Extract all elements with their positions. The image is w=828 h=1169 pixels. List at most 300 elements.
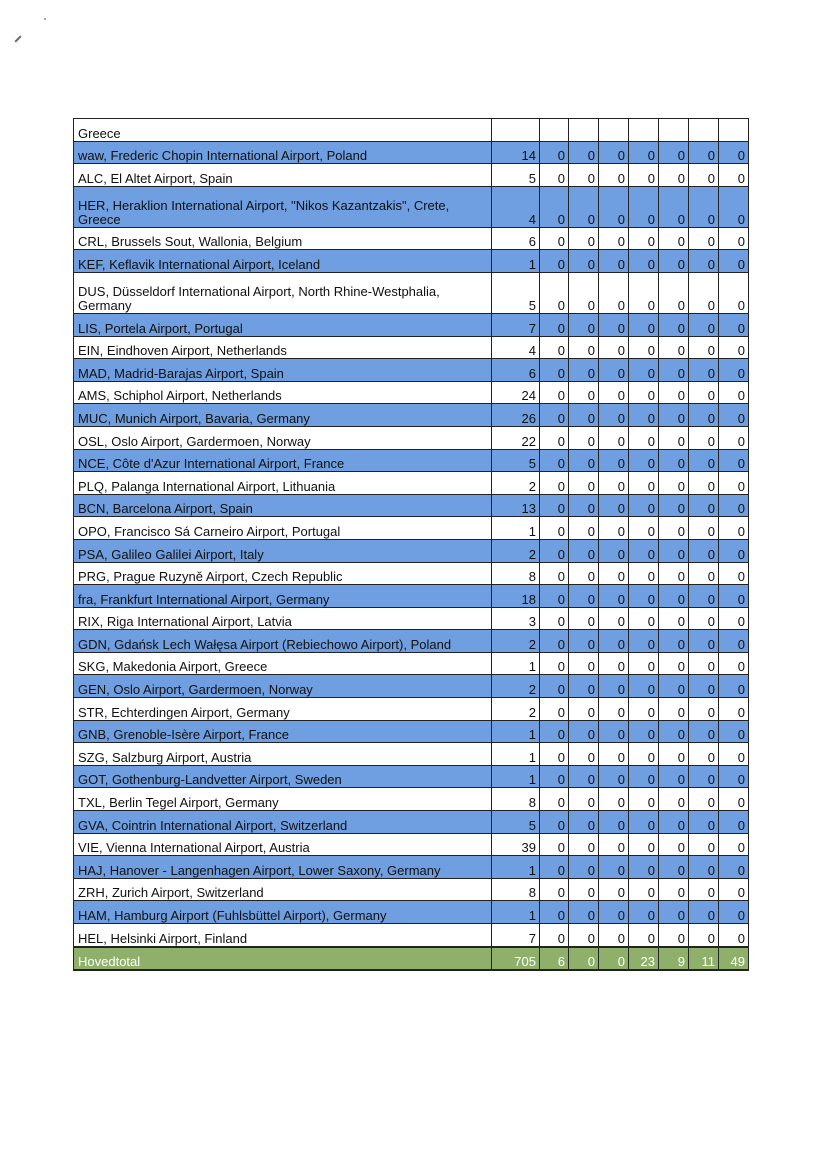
value-cell: 0: [689, 833, 719, 856]
value-cell: 0: [569, 272, 599, 313]
value-cell: 0: [540, 811, 569, 834]
value-cell: 0: [599, 539, 629, 562]
table-row: [74, 250, 749, 273]
value-cell: 0: [629, 381, 659, 404]
value-cell: 0: [629, 607, 659, 630]
value-cell: 0: [599, 720, 629, 743]
value-cell: 0: [689, 788, 719, 811]
table-row: [74, 675, 749, 698]
table-row: [74, 698, 749, 721]
value-cell: 0: [540, 765, 569, 788]
airport-name-cell: HEL, Helsinki Airport, Finland: [74, 924, 492, 947]
value-cell: 0: [659, 164, 689, 187]
value-cell: 0: [540, 227, 569, 250]
value-cell: 0: [540, 404, 569, 427]
value-cell: 0: [719, 141, 749, 164]
value-cell: 0: [629, 250, 659, 273]
value-cell: 0: [599, 494, 629, 517]
value-cell: 0: [599, 743, 629, 766]
value-cell: 0: [629, 652, 659, 675]
value-cell: 0: [599, 833, 629, 856]
table-row: [74, 404, 749, 427]
value-cell: 0: [569, 585, 599, 608]
airport-name-cell: AMS, Schiphol Airport, Netherlands: [74, 381, 492, 404]
value-cell: 0: [629, 517, 659, 540]
value-cell: 0: [599, 856, 629, 879]
value-cell: 0: [540, 901, 569, 924]
value-cell: 0: [659, 313, 689, 336]
value-cell: 0: [629, 404, 659, 427]
value-cell: 1: [492, 856, 540, 879]
value-cell: 0: [540, 313, 569, 336]
value-cell: 1: [492, 652, 540, 675]
value-cell: 0: [569, 227, 599, 250]
value-cell: 0: [719, 856, 749, 879]
value-cell: 2: [492, 472, 540, 495]
value-cell: 0: [719, 562, 749, 585]
value-cell: 0: [629, 141, 659, 164]
value-cell: 0: [689, 607, 719, 630]
table-row: [74, 788, 749, 811]
value-cell: 0: [569, 426, 599, 449]
value-cell: 0: [659, 359, 689, 382]
airport-name-cell: HAM, Hamburg Airport (Fuhlsbüttel Airport), Germany: [74, 901, 492, 924]
value-cell: 0: [569, 743, 599, 766]
value-cell: 0: [659, 878, 689, 901]
value-cell: 0: [569, 494, 599, 517]
value-cell: 0: [689, 765, 719, 788]
value-cell: 0: [540, 675, 569, 698]
value-cell: 24: [492, 381, 540, 404]
table-row: [74, 562, 749, 585]
value-cell: 0: [719, 833, 749, 856]
value-cell: 0: [659, 472, 689, 495]
value-cell: 2: [492, 698, 540, 721]
value-cell: 0: [689, 585, 719, 608]
value-cell: [629, 119, 659, 142]
airport-name-cell: MAD, Madrid-Barajas Airport, Spain: [74, 359, 492, 382]
value-cell: 0: [719, 272, 749, 313]
value-cell: 0: [599, 924, 629, 947]
value-cell: [689, 119, 719, 142]
value-cell: 0: [719, 743, 749, 766]
value-cell: 0: [719, 227, 749, 250]
value-cell: 2: [492, 675, 540, 698]
value-cell: 0: [689, 227, 719, 250]
value-cell: 0: [540, 336, 569, 359]
value-cell: 0: [659, 630, 689, 653]
value-cell: 0: [540, 720, 569, 743]
airport-name-cell: PLQ, Palanga International Airport, Lithuania: [74, 472, 492, 495]
value-cell: 0: [599, 878, 629, 901]
value-cell: 0: [540, 630, 569, 653]
value-cell: 0: [659, 381, 689, 404]
table-row: [74, 141, 749, 164]
value-cell: 0: [540, 250, 569, 273]
value-cell: 0: [599, 562, 629, 585]
value-cell: 0: [599, 404, 629, 427]
value-cell: 0: [599, 381, 629, 404]
value-cell: 1: [492, 517, 540, 540]
value-cell: 39: [492, 833, 540, 856]
value-cell: 0: [689, 811, 719, 834]
value-cell: 5: [492, 811, 540, 834]
table-row: [74, 878, 749, 901]
value-cell: 0: [689, 472, 719, 495]
airport-name-cell: fra, Frankfurt International Airport, Germany: [74, 585, 492, 608]
value-cell: 0: [569, 186, 599, 227]
value-cell: 0: [599, 426, 629, 449]
table-row: [74, 743, 749, 766]
value-cell: [540, 119, 569, 142]
airport-name-cell: HAJ, Hanover - Langenhagen Airport, Lower Saxony, Germany: [74, 856, 492, 879]
airport-name-cell: GDN, Gdańsk Lech Wałęsa Airport (Rebiechowo Airport), Poland: [74, 630, 492, 653]
value-cell: 6: [492, 227, 540, 250]
value-cell: 5: [492, 164, 540, 187]
value-cell: 0: [719, 720, 749, 743]
value-cell: 0: [659, 652, 689, 675]
airport-name-cell: PRG, Prague Ruzyně Airport, Czech Republic: [74, 562, 492, 585]
value-cell: 22: [492, 426, 540, 449]
value-cell: 0: [719, 765, 749, 788]
value-cell: 0: [599, 336, 629, 359]
value-cell: 0: [540, 272, 569, 313]
value-cell: 0: [569, 675, 599, 698]
value-cell: 0: [629, 494, 659, 517]
airport-name-cell: ZRH, Zurich Airport, Switzerland: [74, 878, 492, 901]
table-row: [74, 901, 749, 924]
value-cell: 0: [540, 539, 569, 562]
value-cell: 0: [659, 901, 689, 924]
total-value-cell: 23: [629, 947, 659, 971]
value-cell: 0: [569, 833, 599, 856]
value-cell: 5: [492, 449, 540, 472]
value-cell: 0: [599, 698, 629, 721]
value-cell: 0: [629, 313, 659, 336]
value-cell: 0: [540, 878, 569, 901]
table-row: [74, 517, 749, 540]
value-cell: 0: [689, 924, 719, 947]
total-value-cell: 49: [719, 947, 749, 971]
value-cell: 0: [540, 449, 569, 472]
table-row: [74, 119, 749, 142]
value-cell: 0: [629, 630, 659, 653]
value-cell: 0: [719, 472, 749, 495]
value-cell: 0: [540, 562, 569, 585]
value-cell: 5: [492, 272, 540, 313]
airport-name-cell: GVA, Cointrin International Airport, Switzerland: [74, 811, 492, 834]
value-cell: 0: [569, 652, 599, 675]
value-cell: 0: [629, 472, 659, 495]
value-cell: 0: [689, 494, 719, 517]
value-cell: 0: [569, 164, 599, 187]
value-cell: 8: [492, 788, 540, 811]
airport-name-cell: STR, Echterdingen Airport, Germany: [74, 698, 492, 721]
value-cell: 0: [569, 562, 599, 585]
value-cell: 0: [569, 924, 599, 947]
value-cell: 0: [599, 472, 629, 495]
value-cell: 0: [540, 652, 569, 675]
value-cell: [659, 119, 689, 142]
airport-table: [73, 118, 749, 971]
value-cell: 0: [659, 426, 689, 449]
value-cell: 0: [659, 272, 689, 313]
table-row: [74, 630, 749, 653]
value-cell: 0: [569, 720, 599, 743]
airport-name-cell: GOT, Gothenburg-Landvetter Airport, Sweden: [74, 765, 492, 788]
value-cell: 0: [569, 336, 599, 359]
value-cell: 8: [492, 878, 540, 901]
value-cell: 0: [719, 186, 749, 227]
value-cell: 0: [629, 336, 659, 359]
value-cell: 0: [689, 901, 719, 924]
airport-name-cell: waw, Frederic Chopin International Airport, Poland: [74, 141, 492, 164]
airport-name-cell: BCN, Barcelona Airport, Spain: [74, 494, 492, 517]
value-cell: 0: [689, 313, 719, 336]
value-cell: 0: [629, 227, 659, 250]
value-cell: 0: [659, 562, 689, 585]
total-value-cell: 6: [540, 947, 569, 971]
value-cell: 0: [569, 856, 599, 879]
table-row: [74, 336, 749, 359]
value-cell: 0: [599, 141, 629, 164]
value-cell: 0: [659, 924, 689, 947]
value-cell: 0: [689, 250, 719, 273]
value-cell: 0: [659, 250, 689, 273]
airport-name-cell: SZG, Salzburg Airport, Austria: [74, 743, 492, 766]
value-cell: 0: [569, 901, 599, 924]
value-cell: 0: [599, 901, 629, 924]
value-cell: 0: [599, 652, 629, 675]
value-cell: 0: [659, 698, 689, 721]
value-cell: 1: [492, 765, 540, 788]
total-value-cell: 9: [659, 947, 689, 971]
value-cell: 0: [659, 494, 689, 517]
value-cell: 0: [629, 811, 659, 834]
table-row: [74, 313, 749, 336]
value-cell: 0: [629, 675, 659, 698]
value-cell: 0: [599, 765, 629, 788]
value-cell: 0: [719, 878, 749, 901]
value-cell: 0: [599, 186, 629, 227]
airport-name-cell: NCE, Côte d'Azur International Airport, France: [74, 449, 492, 472]
table-row: [74, 720, 749, 743]
scan-pen-mark: [14, 35, 21, 42]
value-cell: 0: [629, 856, 659, 879]
value-cell: 0: [540, 698, 569, 721]
value-cell: 2: [492, 539, 540, 562]
airport-name-cell: Greece: [74, 119, 492, 142]
value-cell: 0: [569, 630, 599, 653]
value-cell: 0: [659, 449, 689, 472]
value-cell: 0: [540, 472, 569, 495]
table-row: [74, 426, 749, 449]
value-cell: 0: [629, 698, 659, 721]
value-cell: 0: [569, 313, 599, 336]
value-cell: 1: [492, 720, 540, 743]
value-cell: 0: [599, 788, 629, 811]
value-cell: 0: [629, 833, 659, 856]
value-cell: 7: [492, 313, 540, 336]
value-cell: 0: [569, 141, 599, 164]
total-value-cell: 0: [599, 947, 629, 971]
value-cell: 0: [689, 359, 719, 382]
value-cell: 0: [540, 585, 569, 608]
value-cell: 0: [719, 426, 749, 449]
value-cell: 0: [629, 539, 659, 562]
value-cell: 0: [599, 585, 629, 608]
total-value-cell: 11: [689, 947, 719, 971]
value-cell: 0: [569, 517, 599, 540]
value-cell: 0: [540, 141, 569, 164]
value-cell: 0: [689, 720, 719, 743]
value-cell: 0: [629, 449, 659, 472]
value-cell: 0: [659, 227, 689, 250]
value-cell: 14: [492, 141, 540, 164]
value-cell: 0: [540, 381, 569, 404]
value-cell: 0: [719, 675, 749, 698]
table-row: [74, 811, 749, 834]
value-cell: 0: [599, 607, 629, 630]
total-label-cell: Hovedtotal: [74, 947, 492, 971]
value-cell: 0: [629, 720, 659, 743]
value-cell: 0: [719, 652, 749, 675]
value-cell: 0: [599, 359, 629, 382]
value-cell: 0: [689, 141, 719, 164]
value-cell: 0: [659, 539, 689, 562]
value-cell: 0: [599, 630, 629, 653]
value-cell: 0: [629, 765, 659, 788]
value-cell: 1: [492, 250, 540, 273]
value-cell: 0: [689, 856, 719, 879]
value-cell: 0: [629, 359, 659, 382]
value-cell: 0: [659, 585, 689, 608]
airport-name-cell: KEF, Keflavik International Airport, Iceland: [74, 250, 492, 273]
airport-name-cell: GEN, Oslo Airport, Gardermoen, Norway: [74, 675, 492, 698]
table-row: [74, 856, 749, 879]
value-cell: 0: [659, 186, 689, 227]
value-cell: 0: [569, 811, 599, 834]
value-cell: 0: [629, 164, 659, 187]
value-cell: 0: [689, 675, 719, 698]
value-cell: 0: [689, 539, 719, 562]
value-cell: 0: [659, 833, 689, 856]
value-cell: 0: [599, 517, 629, 540]
airport-name-cell: DUS, Düsseldorf International Airport, North Rhine-Westphalia, Germany: [74, 272, 492, 313]
table-row: [74, 227, 749, 250]
value-cell: 0: [569, 381, 599, 404]
scan-dot-mark: [44, 18, 46, 20]
value-cell: 0: [719, 698, 749, 721]
value-cell: 0: [689, 164, 719, 187]
value-cell: 0: [629, 743, 659, 766]
table-row: [74, 833, 749, 856]
value-cell: 0: [569, 788, 599, 811]
airport-name-cell: OPO, Francisco Sá Carneiro Airport, Portugal: [74, 517, 492, 540]
value-cell: 0: [689, 404, 719, 427]
airport-name-cell: GNB, Grenoble-Isère Airport, France: [74, 720, 492, 743]
value-cell: 0: [540, 833, 569, 856]
value-cell: 0: [629, 788, 659, 811]
value-cell: 6: [492, 359, 540, 382]
value-cell: 0: [629, 426, 659, 449]
value-cell: 0: [599, 313, 629, 336]
value-cell: 0: [629, 878, 659, 901]
value-cell: 0: [540, 494, 569, 517]
value-cell: 0: [569, 250, 599, 273]
value-cell: 0: [629, 562, 659, 585]
table-row: [74, 472, 749, 495]
value-cell: 0: [719, 607, 749, 630]
value-cell: 0: [659, 517, 689, 540]
value-cell: 0: [629, 901, 659, 924]
value-cell: 0: [659, 141, 689, 164]
value-cell: 0: [540, 607, 569, 630]
value-cell: 0: [659, 720, 689, 743]
airport-name-cell: OSL, Oslo Airport, Gardermoen, Norway: [74, 426, 492, 449]
value-cell: 0: [719, 164, 749, 187]
airport-name-cell: HER, Heraklion International Airport, "Nikos Kazantzakis", Crete, Greece: [74, 186, 492, 227]
total-row: [74, 947, 749, 971]
value-cell: 0: [689, 186, 719, 227]
value-cell: 1: [492, 743, 540, 766]
airport-name-cell: PSA, Galileo Galilei Airport, Italy: [74, 539, 492, 562]
value-cell: 0: [569, 765, 599, 788]
value-cell: 0: [569, 607, 599, 630]
airport-name-cell: MUC, Munich Airport, Bavaria, Germany: [74, 404, 492, 427]
value-cell: 0: [719, 336, 749, 359]
value-cell: 0: [540, 856, 569, 879]
value-cell: 0: [659, 765, 689, 788]
table-body: [74, 119, 749, 971]
value-cell: 3: [492, 607, 540, 630]
value-cell: 26: [492, 404, 540, 427]
value-cell: 0: [569, 472, 599, 495]
value-cell: 0: [659, 404, 689, 427]
table-row: [74, 765, 749, 788]
value-cell: 0: [659, 743, 689, 766]
value-cell: 0: [689, 562, 719, 585]
value-cell: 0: [599, 811, 629, 834]
value-cell: 0: [599, 272, 629, 313]
value-cell: 0: [719, 313, 749, 336]
airport-name-cell: RIX, Riga International Airport, Latvia: [74, 607, 492, 630]
value-cell: [492, 119, 540, 142]
value-cell: 0: [540, 426, 569, 449]
value-cell: 0: [719, 585, 749, 608]
value-cell: 0: [569, 878, 599, 901]
value-cell: 0: [719, 901, 749, 924]
value-cell: 0: [659, 811, 689, 834]
airport-name-cell: EIN, Eindhoven Airport, Netherlands: [74, 336, 492, 359]
value-cell: 0: [629, 272, 659, 313]
value-cell: 0: [599, 227, 629, 250]
value-cell: [569, 119, 599, 142]
value-cell: 0: [659, 336, 689, 359]
value-cell: 0: [540, 359, 569, 382]
airport-name-cell: TXL, Berlin Tegel Airport, Germany: [74, 788, 492, 811]
value-cell: 4: [492, 336, 540, 359]
value-cell: 0: [689, 630, 719, 653]
table-row: [74, 652, 749, 675]
value-cell: 0: [659, 788, 689, 811]
value-cell: 0: [659, 607, 689, 630]
value-cell: 0: [689, 878, 719, 901]
value-cell: 1: [492, 901, 540, 924]
value-cell: 0: [689, 652, 719, 675]
airport-name-cell: ALC, El Altet Airport, Spain: [74, 164, 492, 187]
table-row: [74, 164, 749, 187]
